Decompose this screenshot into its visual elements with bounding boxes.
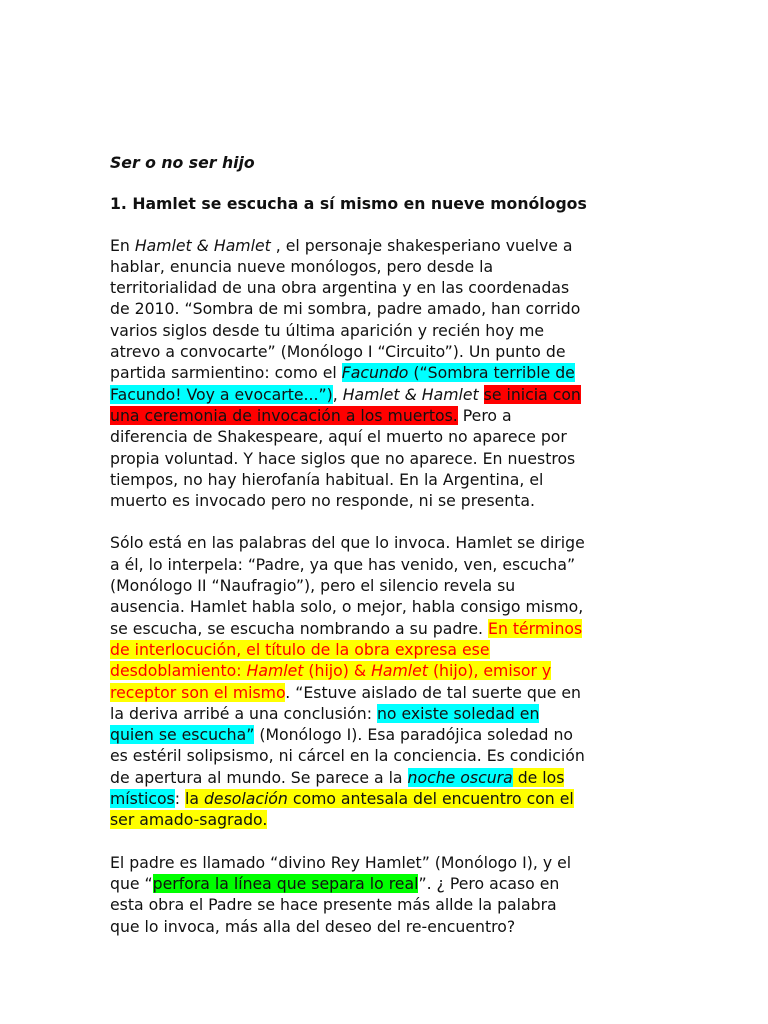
highlight-cyan xyxy=(342,363,575,382)
text-run: ”. ¿ Pero acaso en xyxy=(418,873,560,893)
text-line: esta obra el Padre se hace presente más allde la palabra xyxy=(110,895,557,915)
paragraph-2 xyxy=(110,532,670,830)
italic-title: Hamlet xyxy=(246,661,304,681)
italic-word: desolación xyxy=(203,789,288,809)
highlight-red: una ceremonia de invocación a los muertos. xyxy=(110,405,458,425)
text-line xyxy=(110,873,670,894)
text-line xyxy=(110,639,670,660)
highlight-yellow xyxy=(110,661,551,680)
text-line: El padre es llamado “divino Rey Hamlet” (Monólogo I), y el xyxy=(110,852,572,872)
text-line xyxy=(110,405,670,426)
text-line: (Monólogo II “Naufragio”), pero el silencio revela su xyxy=(110,576,516,596)
text-run: (hijo) & xyxy=(303,661,372,681)
text-line: propia voluntad. Y hace siglos que no aparece. En nuestros xyxy=(110,448,576,468)
text-run: partida sarmientino: como el xyxy=(110,363,342,383)
text-line xyxy=(110,809,670,830)
highlight-green: perfora la línea que separa lo real xyxy=(152,873,419,893)
text-line xyxy=(110,362,670,383)
highlight-cyan: no existe soledad en xyxy=(376,703,540,723)
text-line: diferencia de Shakespeare, aquí el muerto no aparece por xyxy=(110,427,567,447)
document-page xyxy=(110,152,670,958)
text-line: que lo invoca, más alla del deseo del re-encuentro? xyxy=(110,916,516,936)
highlight-yellow: receptor son el mismo xyxy=(110,682,286,702)
text-line: varios siglos desde tu última aparición y recién hoy me xyxy=(110,320,545,340)
text-run: como antesala del encuentro con el xyxy=(287,789,574,809)
highlight-yellow: ser amado-sagrado. xyxy=(110,810,268,830)
text-line: es estéril solipsismo, ni cárcel en la conciencia. Es condición xyxy=(110,746,585,766)
highlight-yellow xyxy=(185,789,574,808)
text-run: . “Estuve aislado de tal suerte que en xyxy=(285,682,582,702)
text-run: desdoblamiento: xyxy=(110,661,247,681)
text-run: (hijo), emisor y xyxy=(427,661,552,681)
text-run xyxy=(479,385,484,404)
text-run: que “ xyxy=(110,873,153,893)
text-line: tiempos, no hay hierofanía habitual. En la Argentina, el xyxy=(110,469,544,489)
text-line: atrevo a convocarte” (Monólogo I “Circuito”). Un punto de xyxy=(110,342,566,362)
text-run: : xyxy=(174,789,185,809)
text-line xyxy=(110,703,670,724)
text-run: se escucha, se escucha nombrando a su padre. xyxy=(110,618,489,638)
italic-title: Hamlet xyxy=(371,661,428,681)
text-line: Sólo está en las palabras del que lo invoca. Hamlet se dirige xyxy=(110,533,585,553)
paragraph-1 xyxy=(110,235,670,512)
text-line xyxy=(110,660,670,681)
text-line xyxy=(110,767,670,788)
text-line: hablar, enuncia nueve monólogos, pero desde la xyxy=(110,256,494,276)
text-line: a él, lo interpela: “Padre, ya que has venido, ven, escucha” xyxy=(110,554,576,574)
text-run: (“Sombra terrible de xyxy=(408,363,575,383)
text-line xyxy=(110,682,670,703)
highlight-yellow: En términos xyxy=(488,618,583,638)
document-title: Ser o no ser hijo xyxy=(110,153,255,172)
highlight-cyan: místicos xyxy=(110,789,175,809)
text-run: , xyxy=(332,384,343,404)
highlight-yellow: de interlocución, el título de la obra expresa ese xyxy=(110,639,490,659)
text-line xyxy=(110,384,670,405)
text-run: la deriva arribé a una conclusión: xyxy=(110,703,377,723)
text-run: de apertura al mundo. Se parece a la xyxy=(110,767,408,787)
text-line xyxy=(110,618,670,639)
section-heading: 1. Hamlet se escucha a sí mismo en nueve monólogos xyxy=(110,194,587,214)
text-line: territorialidad de una obra argentina y en las coordenadas xyxy=(110,278,570,298)
text-run: , el personaje shakesperiano vuelve a xyxy=(270,235,573,255)
text-run: la xyxy=(185,789,204,809)
highlight-red: se inicia con xyxy=(483,384,581,404)
highlight-cyan: noche oscura xyxy=(407,767,513,787)
text-line xyxy=(110,788,670,809)
text-run: Pero a xyxy=(457,405,512,425)
text-line: de 2010. “Sombra de mi sombra, padre amado, han corrido xyxy=(110,299,581,319)
italic-title: Facundo xyxy=(341,363,409,383)
highlight-cyan: Facundo! Voy a evocarte...”) xyxy=(110,384,333,404)
highlight-yellow: de los xyxy=(512,767,565,787)
paragraph-3 xyxy=(110,852,670,937)
text-line: muerto es invocado pero no responde, ni se presenta. xyxy=(110,491,536,511)
text-line xyxy=(110,724,670,745)
text-run: (Monólogo I). Esa paradójica soledad no xyxy=(254,725,574,745)
italic-title: Hamlet & Hamlet xyxy=(134,235,271,255)
italic-title: Hamlet & Hamlet xyxy=(342,384,479,404)
text-run: En xyxy=(110,235,135,255)
highlight-cyan: quien se escucha” xyxy=(110,725,255,745)
text-line xyxy=(110,235,670,256)
text-line: ausencia. Hamlet habla solo, o mejor, habla consigo mismo, xyxy=(110,597,584,617)
